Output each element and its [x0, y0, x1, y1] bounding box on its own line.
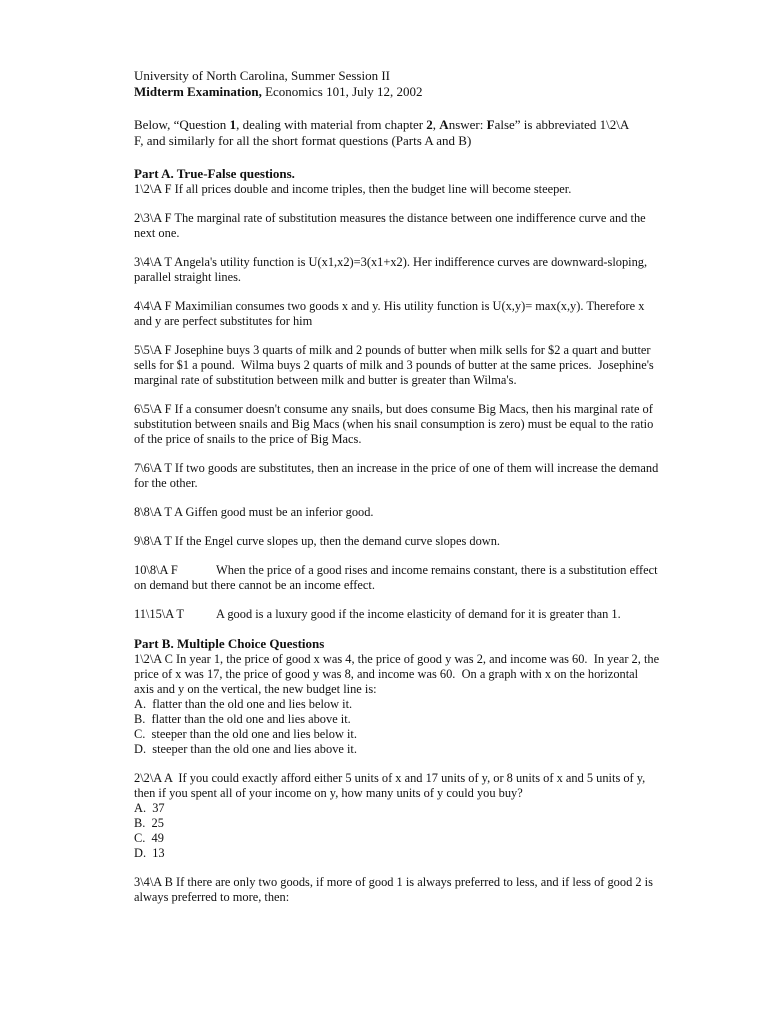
part-a-q8: 8\8\A T A Giffen good must be an inferior good. — [134, 505, 374, 519]
intro-bold: F — [486, 117, 495, 132]
intro-bold: A — [439, 117, 449, 132]
part-b-q2-line-1: 2\2\A A If you could exactly afford either 5 units of x and 17 units of y, or 8 units of x and 5 units of y, — [134, 771, 646, 785]
part-b-q1-option: C. steeper than the old one and lies below it. — [134, 727, 357, 741]
part-b-q2-option: C. 49 — [134, 831, 164, 845]
part-a-q10-line-1 — [134, 563, 694, 578]
part-a-q3-line-1: 3\4\A T Angela's utility function is U(x1,x2)=3(x1+x2). Her indifference curves are downward-sloping, — [134, 255, 648, 269]
part-a-q1: 1\2\A F If all prices double and income triples, then the budget line will become steeper. — [134, 182, 572, 196]
intro-text: Below, “Question — [134, 117, 230, 132]
part-b-q3-line-1: 3\4\A B If there are only two goods, if more of good 1 is always preferred to less, and if less of good 2 is — [134, 875, 653, 889]
part-b-heading: Part B. Multiple Choice Questions — [134, 636, 325, 651]
university-line: University of North Carolina, Summer Session II — [134, 68, 390, 83]
intro-text: , dealing with material from chapter — [236, 117, 427, 132]
part-a-q10-code: 10\8\A F — [134, 563, 178, 577]
part-a-q9: 9\8\A T If the Engel curve slopes up, then the demand curve slopes down. — [134, 534, 501, 548]
intro-line-2: F, and similarly for all the short format questions (Parts A and B) — [134, 133, 472, 148]
intro-bold: 2 — [426, 117, 433, 132]
exam-page — [134, 68, 694, 905]
part-a-q5-line-3: marginal rate of substitution between milk and butter is greater than Wilma's. — [134, 373, 517, 387]
part-a-q6-line-3: of the price of snails to the price of Big Macs. — [134, 432, 362, 446]
intro-text: , — [432, 117, 440, 132]
part-a-q7-line-1: 7\6\A T If two goods are substitutes, then an increase in the price of one of them will increase the demand — [134, 461, 659, 475]
part-a-q5-line-1: 5\5\A F Josephine buys 3 quarts of milk and 2 pounds of butter when milk sells for $2 a quart and butter — [134, 343, 651, 357]
part-a-q11-code: 11\15\A T — [134, 607, 184, 621]
part-a-q7-line-2: for the other. — [134, 476, 198, 490]
intro-bold: 1 — [229, 117, 237, 132]
exam-title-rest: Economics 101, July 12, 2002 — [261, 84, 423, 99]
part-b-q1-line-1: 1\2\A C In year 1, the price of good x was 4, the price of good y was 2, and income was 60. In year 2, the — [134, 652, 660, 666]
part-a-heading: Part A. True-False questions. — [134, 166, 295, 181]
part-a-q4-line-1: 4\4\A F Maximilian consumes two goods x and y. His utility function is U(x,y)= max(x,y). Therefore x — [134, 299, 645, 313]
part-a-q4-line-2: and y are perfect substitutes for him — [134, 314, 313, 328]
part-a-q10-line-2: on demand but there cannot be an income effect. — [134, 578, 375, 592]
part-b-q1-option: D. steeper than the old one and lies above it. — [134, 742, 357, 756]
intro-line-1 — [134, 117, 694, 133]
part-b-q2-line-2: then if you spent all of your income on y, how many units of y could you buy? — [134, 786, 523, 800]
part-a-q6-line-2: substitution between snails and Big Macs (when his snail consumption is zero) must be equal to the ratio — [134, 417, 654, 431]
part-b-q2-option: D. 13 — [134, 846, 165, 860]
part-b-q3-line-2: always preferred to more, then: — [134, 890, 290, 904]
exam-title-bold: Midterm Examination, — [134, 84, 262, 99]
part-b-q1-line-3: axis and y on the vertical, the new budget line is: — [134, 682, 377, 696]
part-b-q1-option: A. flatter than the old one and lies below it. — [134, 697, 353, 711]
part-a-q2-line-1: 2\3\A F The marginal rate of substitution measures the distance between one indifference curve and the — [134, 211, 646, 225]
part-a-q2-line-2: next one. — [134, 226, 180, 240]
part-b-q2-option: A. 37 — [134, 801, 165, 815]
intro-text: nswer: — [448, 117, 487, 132]
part-b-q1-option: B. flatter than the old one and lies above it. — [134, 712, 351, 726]
part-b-q2-option: B. 25 — [134, 816, 164, 830]
part-a-q3-line-2: parallel straight lines. — [134, 270, 242, 284]
part-a-q11 — [134, 607, 694, 622]
exam-title-line — [134, 84, 694, 100]
part-a-q5-line-2: sells for $1 a pound. Wilma buys 2 quarts of milk and 3 pounds of butter at the same prices. Josephine's — [134, 358, 654, 372]
intro-text: alse” is abbreviated 1\2\A — [494, 117, 630, 132]
part-a-q11-text: A good is a luxury good if the income elasticity of demand for it is greater than 1. — [216, 607, 621, 621]
part-a-q6-line-1: 6\5\A F If a consumer doesn't consume any snails, but does consume Big Macs, then his marginal rate of — [134, 402, 653, 416]
part-b-q1-line-2: price of x was 17, the price of good y was 8, and income was 60. On a graph with x on the horizontal — [134, 667, 639, 681]
part-a-q10-text: When the price of a good rises and income remains constant, there is a substitution effect — [216, 563, 658, 577]
